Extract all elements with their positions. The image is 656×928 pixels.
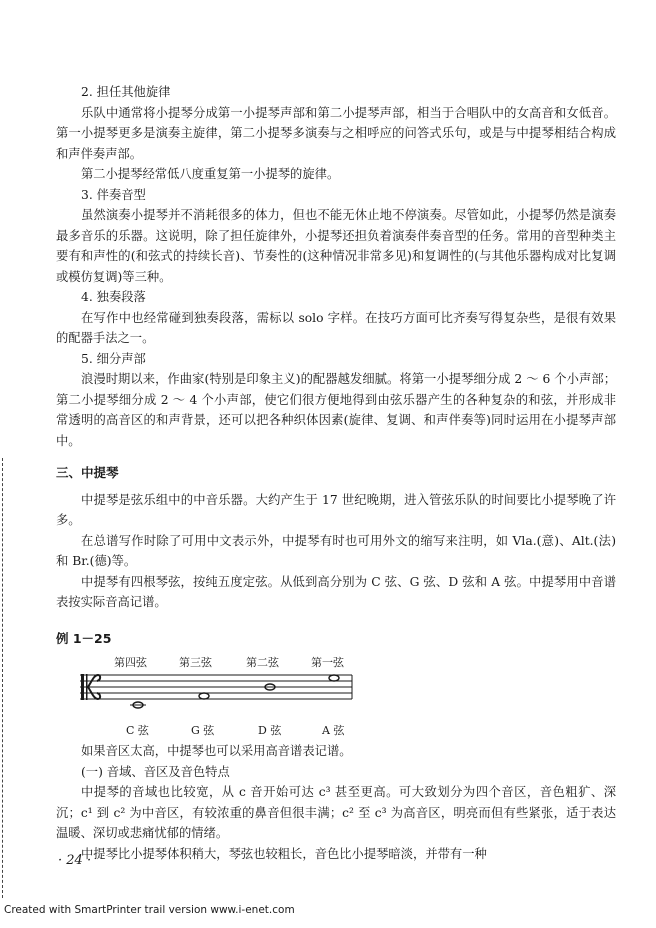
paragraph: 在写作中也经常碰到独奏段落，需标以 solo 字样。在技巧方面可比齐奏写得复杂些，是很有效果的配器手法之一。 xyxy=(56,310,616,345)
note-g xyxy=(199,693,209,699)
watermark-footer: Created with SmartPrinter trail version www.i-enet.com xyxy=(4,904,295,916)
paragraph: 中提琴比小提琴体积稍大，琴弦也较粗长，音色比小提琴暗淡，并带有一种 xyxy=(81,846,487,861)
example-label: 例 1－25 xyxy=(56,630,112,646)
mid-text-block xyxy=(56,490,616,613)
staff-note-label-a: A 弦 xyxy=(322,724,345,737)
section-title: 三、中提琴 xyxy=(56,465,119,480)
paragraph: 乐队中通常将小提琴分成第一小提琴声部和第二小提琴声部，相当于合唱队中的女高音和女低音。第一小提琴更多是演奏主旋律，第二小提琴多演奏与之相呼应的问答式乐句，或是与中提琴相结合构成和声伴奏声部。 xyxy=(56,105,616,161)
music-example xyxy=(64,653,616,741)
top-text-block xyxy=(56,82,616,451)
scan-edge-line xyxy=(2,458,5,898)
paragraph: 中提琴是弦乐组中的中音乐器。大约产生于 17 世纪晚期，进入管弦乐队的时间要比小提琴晚了许多。 xyxy=(56,492,616,527)
subheading: 3. 伴奏音型 xyxy=(81,187,146,202)
staff-note-label-c: C 弦 xyxy=(126,724,149,737)
paragraph: 中提琴的音域也比较宽，从 c 音开始可达 c³ 甚至更高。可大致划分为四个音区，音色粗犷、深沉；c¹ 到 c² 为中音区，有较浓重的鼻音但很丰满；c² 至 c³ 为高音区，明亮而但有些紧张，适于表达温暖、深切或悲痛忧郁的情绪。 xyxy=(56,785,616,840)
subheading: (一) 音域、音区及音色特点 xyxy=(81,764,230,779)
document-page xyxy=(56,82,616,864)
note-a xyxy=(329,675,339,681)
paragraph: 浪漫时期以来，作曲家(特别是印象主义)的配器越发细腻。将第一小提琴细分成 2 ～ 6 个小声部；第二小提琴细分成 2 ～ 4 个小声部，使它们很方便地得到由弦乐器产生的各种复杂的和弦，并形成非常透明的高音区的和声背景，还可以把各种织体因素(旋律、复调、和声伴奏等)同时运用在小提琴声部中。 xyxy=(56,372,616,448)
bottom-text-block xyxy=(56,741,616,864)
staff-note-label-g: G 弦 xyxy=(191,724,215,737)
paragraph: 中提琴有四根琴弦，按纯五度定弦。从低到高分别为 C 弦、G 弦、D 弦和 A 弦。中提琴用中音谱表按实际音高记谱。 xyxy=(56,574,616,609)
paragraph: 第二小提琴经常低八度重复第一小提琴的旋律。 xyxy=(81,167,340,181)
staff-label-string-2: 第二弦 xyxy=(246,656,279,669)
page-number: · 24 · xyxy=(58,853,92,868)
paragraph: 如果音区太高，中提琴也可以采用高音谱表记谱。 xyxy=(81,744,352,758)
subheading: 2. 担任其他旋律 xyxy=(81,85,171,99)
subheading: 5. 细分声部 xyxy=(81,351,146,366)
paragraph: 在总谱写作时除了可用中文表示外，中提琴有时也可用外文的缩写来注明，如 Vla.(意)、Alt.(法)和 Br.(德)等。 xyxy=(56,533,616,568)
staff-label-string-3: 第三弦 xyxy=(179,656,212,669)
paragraph: 虽然演奏小提琴并不消耗很多的体力，但也不能无休止地不停演奏。尽管如此，小提琴仍然是演奏最多音乐的乐器。这说明，除了担任旋律外，小提琴还担负着演奏伴奏音型的任务。常用的音型种类主要有和声性的(和弦式的持续长音)、节奏性的(这种情况非常多见)和复调性的(与其他乐器构成对比复调或模仿复调)等三种。 xyxy=(56,208,616,284)
staff-label-string-1: 第一弦 xyxy=(311,656,344,669)
staff-note-label-d: D 弦 xyxy=(258,724,282,737)
subheading: 4. 独奏段落 xyxy=(81,290,146,304)
staff-label-string-4: 第四弦 xyxy=(114,656,147,669)
